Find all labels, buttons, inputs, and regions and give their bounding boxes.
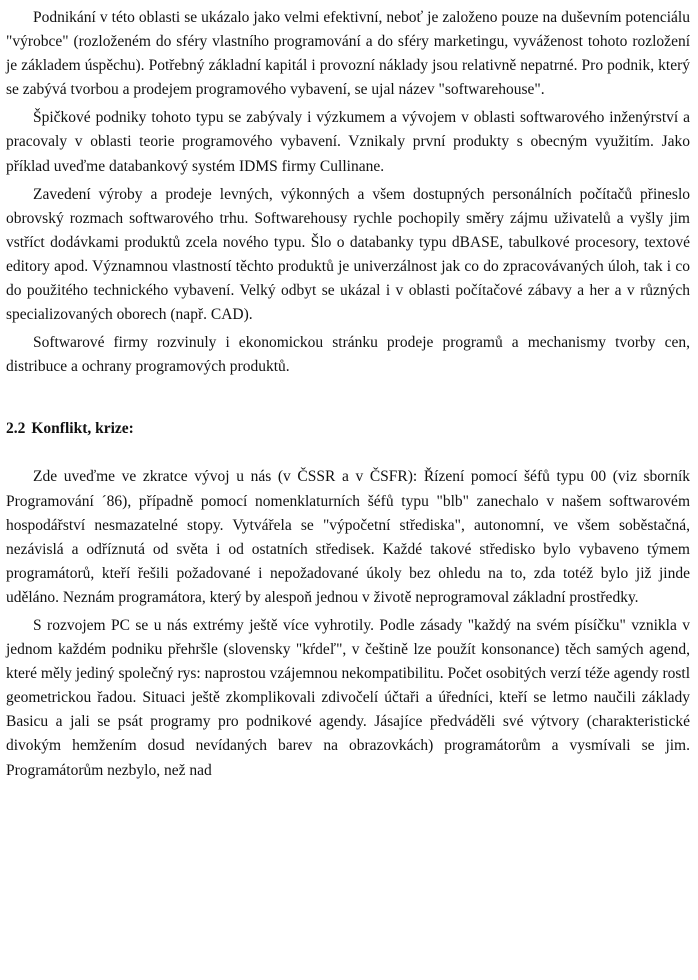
paragraph-local-history: Zde uveďme ve zkratce vývoj u nás (v ČSSR a v ČSFR): Řízení pomocí šéfů typu 00 (viz sborník Programování ´86), případně pomocí nomenklaturních šéfů typu "blb" zanechalo v našem softwarovém hospodářství nesmazatelné stopy. Vytvářela se "výpočetní střediska", autonomní, ve všem soběstačná, nezávislá a odříznutá od světa i od ostatních středisek. Každé takové středisko bylo vybaveno týmem programátorů, kteří řešili požadované i nepožadované úkoly bez ohledu na to, zda totéž bylo již jinde uděláno. Neznám programátora, který by alespoň jednou v životě neprogramoval základní prostředky. [6, 468, 690, 606]
section-title: Konflikt, krize: [31, 420, 134, 438]
paragraph-personal-computers: Zavedení výroby a prodeje levných, výkonných a všem dostupných personálních počítačů přineslo obrovský rozmach softwarového trhu. Softwarehousy rychle pochopily směry zájmu uživatelů a vyšly jim vstříct dodávkami produktů zcela nového typu. Šlo o databanky typu dBASE, tabulkové procesory, textové editory apod. Významnou vlastností těchto produktů je univerzálnost jak co do zpracovávaných úloh, tak i co do použitého technického vybavení. Velký odbyt se ukázal i v oblasti počítačové zábavy a her a v různých specializovaných oborech (např. CAD). [6, 185, 690, 324]
section-number: 2.2 [6, 420, 26, 438]
section-heading [6, 417, 690, 441]
text-block-before [6, 6, 690, 379]
paragraph-top-companies: Špičkové podniky tohoto typu se zabývaly i výzkumem a vývojem v oblasti softwarového inženýrství a pracovaly v oblasti teorie programového vybavení. Vznikaly první produkty s obecným využitím. Jako příklad uveďme databankový systém IDMS firmy Cullinane. [6, 109, 690, 175]
paragraph-economics: Softwarové firmy rozvinuly i ekonomickou stránku prodeje programů a mechanismy tvorby cen, distribuce a ochrany programových produktů. [6, 334, 690, 376]
text-block-after [6, 465, 690, 782]
paragraph-softwarehouse: Podnikání v této oblasti se ukázalo jako velmi efektivní, neboť je založeno pouze na duševním potenciálu "výrobce" (rozloženém do sféry vlastního programování a do sféry marketingu, vyváženost tohoto rozložení je základem úspěchu). Potřebný základní kapitál i provozní náklady jsou relativně nepatrné. Pro podnik, který se zabývá tvorbou a prodejem programového vybavení, se ujal název "softwarehouse". [6, 9, 690, 99]
paragraph-pc-extremes: S rozvojem PC se u nás extrémy ještě více vyhrotily. Podle zásady "každý na svém písíčku" vznikla v jednom každém podniku přehršle (slovensky "kŕdeľ", v češtině lze použít konsonance) těch samých agend, které měly jediný společný rys: naprostou vzájemnou nekompatibilitu. Počet osobitých verzí téže agendy rostl geometrickou řadou. Situaci ještě zkomplikovali zdivočelí účtaři a úředníci, kteří se letmo naučili základy Basicu a jali se psát programy pro podnikové agendy. Jásajíce předváděli své výtvory (charakteristické divokým hemžením dosud nevídaných barev na obrazovkách) programátorům a vysmívali se jim. Programátorům nezbylo, než nad [6, 616, 690, 779]
